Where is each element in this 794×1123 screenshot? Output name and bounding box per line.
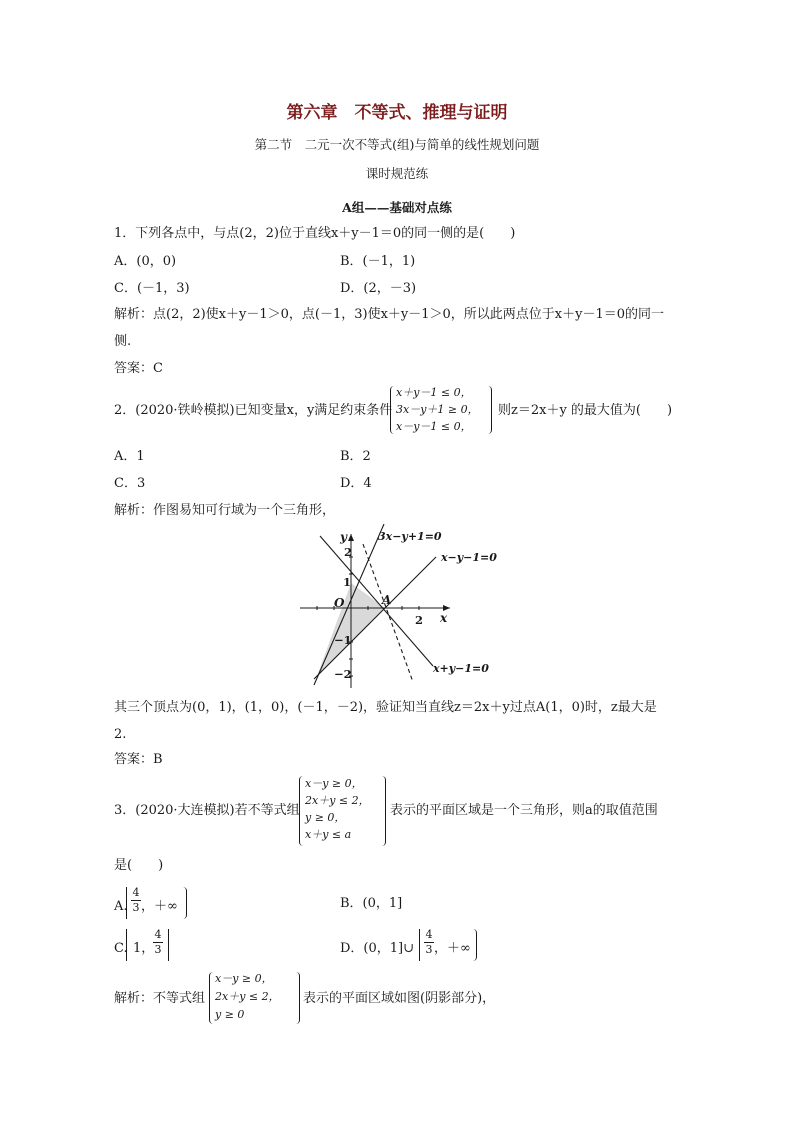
- q2-analysis-line1: 其三个顶点为(0，1)，(1，0)，(－1，－2)，验证知当直线z＝2x＋y过点A(1，0)时，z最大是: [114, 700, 657, 715]
- q3-system-brace-right: [380, 776, 386, 846]
- q3-analysis-row3: y ≥ 0: [215, 1008, 245, 1021]
- q3-analysis-row1: x－y ≥ 0，: [215, 972, 273, 985]
- q3-option-d-rest: ，＋∞: [434, 941, 471, 956]
- q3-option-c-numerator: 4: [154, 928, 162, 941]
- q3-option-c-bracket-right: [163, 929, 169, 961]
- q3-option-a-rest: ，＋∞: [141, 899, 178, 914]
- tick-label-ym1: −1: [334, 633, 352, 647]
- q2-stem-suffix: 则z＝2x＋y 的最大值为( ): [498, 403, 673, 418]
- q2-analysis-intro: 解析：作图易知可行域为一个三角形，: [114, 503, 336, 518]
- q2-system-brace-right: [486, 386, 492, 434]
- q1-option-d: D．(2，－3): [340, 281, 417, 296]
- q3-option-a-numerator: 4: [132, 886, 140, 899]
- line1-label: 3x−y+1=0: [378, 530, 442, 543]
- q3-system-row3: y ≥ 0，: [305, 811, 346, 824]
- q3-option-d-prefix: D．(0，1]∪: [340, 941, 415, 956]
- point-a-label: A: [382, 593, 392, 607]
- q2-analysis-line2: 2.: [114, 727, 127, 742]
- q3-option-a-denominator: 3: [132, 901, 140, 914]
- tick-label-y2: 2: [344, 545, 353, 559]
- section-title: 第二节 二元一次不等式(组)与简单的线性规划问题: [254, 137, 540, 152]
- chapter-title: 第六章 不等式、推理与证明: [286, 103, 508, 123]
- q3-option-a-fraction: [131, 887, 141, 914]
- q3-system-row2: 2x＋y ≤ 2，: [305, 794, 370, 807]
- q1-analysis-line1: 解析：点(2，2)使x＋y－1＞0，点(－1，3)使x＋y－1＞0，所以此两点位于x＋y－1＝0的同一: [114, 307, 665, 322]
- q2-option-b: B．2: [340, 449, 371, 464]
- q3-option-d-denominator: 3: [425, 943, 433, 956]
- q3-option-d-fraction: [424, 929, 434, 956]
- q1-stem: 1．下列各点中，与点(2，2)位于直线x＋y－1＝0的同一侧的是( ): [114, 226, 516, 241]
- q3-stem-line2: 是( ): [114, 858, 164, 873]
- q3-analysis-brace-right: [294, 972, 300, 1024]
- x-axis-label: x: [440, 611, 448, 625]
- group-label: A组——基础对点练: [342, 200, 452, 215]
- line3-label: x+y−1=0: [433, 662, 489, 675]
- q3-option-c-denominator: 3: [154, 943, 162, 956]
- q2-system-row3: x－y－1 ≤ 0，: [396, 420, 472, 433]
- q3-option-c-letter: C.: [114, 941, 128, 956]
- q1-option-c: C．(－1，3): [114, 281, 190, 296]
- tick-label-x2: 2: [415, 613, 424, 627]
- tick-label-ym2: −2: [334, 667, 352, 681]
- feasible-region-figure: [290, 524, 510, 690]
- q1-option-b: B．(－1，1): [340, 254, 416, 269]
- q3-system-row4: x＋y ≤ a: [305, 828, 352, 841]
- q3-stem-prefix: 3．(2020·大连模拟)若不等式组: [114, 803, 300, 818]
- q3-analysis-row2: 2x＋y ≤ 2，: [215, 990, 280, 1003]
- q3-option-a-paren: [181, 887, 187, 919]
- q3-option-c-fraction: [153, 929, 163, 956]
- q3-option-c-first: 1，: [133, 941, 155, 956]
- q3-option-d-numerator: 4: [425, 928, 433, 941]
- q3-option-a-letter: A.: [114, 899, 128, 914]
- q1-option-a: A．(0，0): [114, 254, 177, 269]
- origin-label: O: [334, 596, 345, 610]
- y-axis-label: y: [340, 530, 347, 544]
- q2-answer: 答案：B: [114, 752, 163, 767]
- q2-option-a: A．1: [114, 449, 145, 464]
- q2-option-d: D．4: [340, 476, 372, 491]
- q2-system-row2: 3x－y＋1 ≥ 0，: [396, 403, 479, 416]
- practice-label: 课时规范练: [365, 166, 429, 181]
- q3-analysis-suffix: 表示的平面区域如图(阴影部分)，: [303, 991, 496, 1006]
- q3-stem-suffix: 表示的平面区域是一个三角形，则a的取值范围: [390, 803, 658, 818]
- q3-option-d-paren: [471, 929, 477, 961]
- q2-system-row1: x＋y－1 ≤ 0，: [396, 386, 472, 399]
- q3-option-c-bracket-left: [126, 929, 132, 961]
- q2-stem-prefix: 2．(2020·铁岭模拟)已知变量x，y满足约束条件: [114, 403, 393, 418]
- q3-analysis-prefix: 解析：不等式组: [114, 991, 206, 1006]
- q3-option-b: B．(0，1]: [340, 896, 403, 911]
- q3-system-row1: x－y ≥ 0，: [305, 777, 363, 790]
- q2-option-c: C．3: [114, 476, 146, 491]
- tick-label-y1: 1: [343, 575, 352, 589]
- q1-answer: 答案：C: [114, 361, 163, 376]
- line2-label: x−y−1=0: [441, 551, 497, 564]
- q1-analysis-line2: 侧.: [114, 334, 132, 349]
